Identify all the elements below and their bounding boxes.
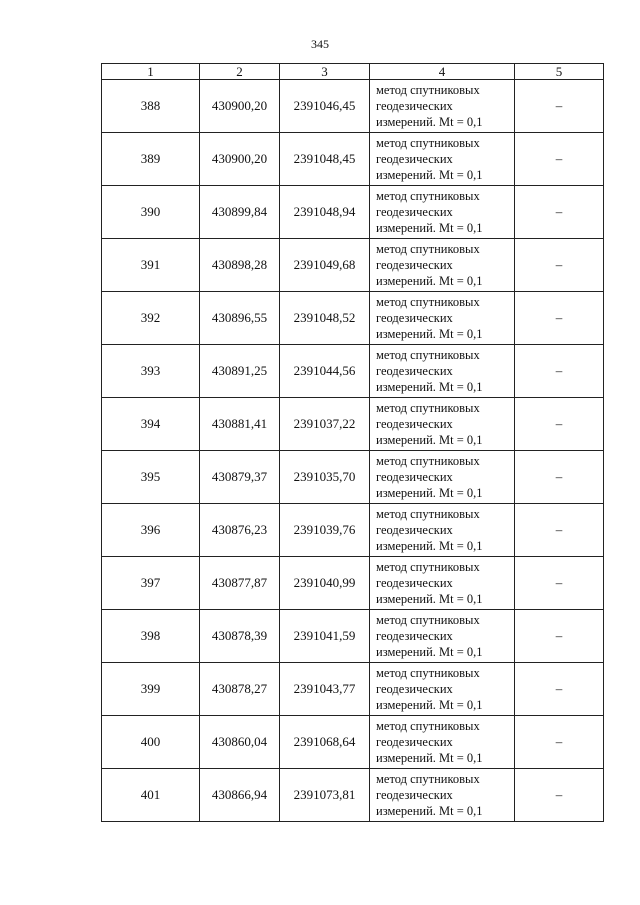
page-number: 345 — [311, 37, 329, 51]
table-row — [102, 186, 604, 239]
method-line: измерений. Mt = 0,1 — [376, 751, 483, 765]
x-coordinate-cell: 430900,20 — [200, 133, 280, 186]
column-5-cell — [515, 557, 604, 610]
point-number-cell: 396 — [102, 504, 200, 557]
dash-value: – — [555, 363, 563, 378]
y-coordinate-cell: 2391049,68 — [280, 239, 370, 292]
dash-value: – — [555, 522, 563, 537]
column-5-cell — [515, 133, 604, 186]
method-cell — [370, 239, 515, 292]
method-line: геодезических — [376, 576, 453, 590]
method-line: метод спутниковых — [376, 295, 480, 309]
column-5-cell — [515, 186, 604, 239]
method-line: метод спутниковых — [376, 401, 480, 415]
column-5-cell — [515, 610, 604, 663]
method-line: геодезических — [376, 523, 453, 537]
x-coordinate-cell: 430876,23 — [200, 504, 280, 557]
table-row — [102, 610, 604, 663]
y-coordinate-cell: 2391068,64 — [280, 716, 370, 769]
dash-value: – — [555, 681, 563, 696]
y-coordinate-cell: 2391043,77 — [280, 663, 370, 716]
x-coordinate-cell: 430898,28 — [200, 239, 280, 292]
method-line: геодезических — [376, 205, 453, 219]
column-5-cell — [515, 716, 604, 769]
method-line: геодезических — [376, 629, 453, 643]
method-line: измерений. Mt = 0,1 — [376, 221, 483, 235]
x-coordinate-cell: 430900,20 — [200, 80, 280, 133]
method-line: метод спутниковых — [376, 560, 480, 574]
method-line: метод спутниковых — [376, 613, 480, 627]
dash-value: – — [555, 98, 563, 113]
method-cell — [370, 133, 515, 186]
x-coordinate-cell: 430881,41 — [200, 398, 280, 451]
method-line: геодезических — [376, 311, 453, 325]
method-line: метод спутниковых — [376, 189, 480, 203]
coordinates-table — [101, 63, 604, 822]
method-line: метод спутниковых — [376, 719, 480, 733]
method-line: геодезических — [376, 788, 453, 802]
column-5-cell — [515, 239, 604, 292]
method-line: метод спутниковых — [376, 507, 480, 521]
column-5-cell — [515, 504, 604, 557]
table-row — [102, 451, 604, 504]
y-coordinate-cell: 2391044,56 — [280, 345, 370, 398]
y-coordinate-cell: 2391040,99 — [280, 557, 370, 610]
method-cell — [370, 769, 515, 822]
column-5-cell — [515, 663, 604, 716]
method-line: измерений. Mt = 0,1 — [376, 168, 483, 182]
column-header: 5 — [515, 64, 604, 80]
y-coordinate-cell: 2391073,81 — [280, 769, 370, 822]
method-cell — [370, 504, 515, 557]
method-cell — [370, 398, 515, 451]
dash-value: – — [555, 787, 563, 802]
table-row — [102, 398, 604, 451]
method-line: геодезических — [376, 99, 453, 113]
table-row — [102, 345, 604, 398]
column-header: 1 — [102, 64, 200, 80]
x-coordinate-cell: 430878,39 — [200, 610, 280, 663]
point-number-cell: 393 — [102, 345, 200, 398]
dash-value: – — [555, 628, 563, 643]
y-coordinate-cell: 2391046,45 — [280, 80, 370, 133]
point-number-cell: 390 — [102, 186, 200, 239]
dash-value: – — [555, 204, 563, 219]
column-5-cell — [515, 769, 604, 822]
method-line: геодезических — [376, 682, 453, 696]
column-header: 2 — [200, 64, 280, 80]
method-cell — [370, 451, 515, 504]
column-5-cell — [515, 451, 604, 504]
dash-value: – — [555, 416, 563, 431]
method-line: геодезических — [376, 152, 453, 166]
method-cell — [370, 292, 515, 345]
method-cell — [370, 663, 515, 716]
y-coordinate-cell: 2391048,52 — [280, 292, 370, 345]
point-number-cell: 395 — [102, 451, 200, 504]
column-5-cell — [515, 345, 604, 398]
y-coordinate-cell: 2391039,76 — [280, 504, 370, 557]
method-cell — [370, 345, 515, 398]
method-line: измерений. Mt = 0,1 — [376, 327, 483, 341]
method-line: измерений. Mt = 0,1 — [376, 486, 483, 500]
method-line: геодезических — [376, 258, 453, 272]
method-line: измерений. Mt = 0,1 — [376, 539, 483, 553]
method-cell — [370, 610, 515, 663]
column-5-cell — [515, 292, 604, 345]
x-coordinate-cell: 430879,37 — [200, 451, 280, 504]
y-coordinate-cell: 2391048,45 — [280, 133, 370, 186]
table-row — [102, 663, 604, 716]
point-number-cell: 397 — [102, 557, 200, 610]
point-number-cell: 394 — [102, 398, 200, 451]
point-number-cell: 399 — [102, 663, 200, 716]
method-line: измерений. Mt = 0,1 — [376, 274, 483, 288]
y-coordinate-cell: 2391037,22 — [280, 398, 370, 451]
table-row — [102, 133, 604, 186]
method-line: измерений. Mt = 0,1 — [376, 804, 483, 818]
y-coordinate-cell: 2391035,70 — [280, 451, 370, 504]
dash-value: – — [555, 151, 563, 166]
method-cell — [370, 557, 515, 610]
column-header: 3 — [280, 64, 370, 80]
dash-value: – — [555, 575, 563, 590]
table-row — [102, 239, 604, 292]
dash-value: – — [555, 734, 563, 749]
table-row — [102, 557, 604, 610]
method-line: измерений. Mt = 0,1 — [376, 645, 483, 659]
method-line: метод спутниковых — [376, 83, 480, 97]
x-coordinate-cell: 430896,55 — [200, 292, 280, 345]
table-row — [102, 716, 604, 769]
table-header-row — [102, 64, 604, 80]
x-coordinate-cell: 430877,87 — [200, 557, 280, 610]
table-row — [102, 80, 604, 133]
method-line: измерений. Mt = 0,1 — [376, 115, 483, 129]
dash-value: – — [555, 310, 563, 325]
method-line: измерений. Mt = 0,1 — [376, 433, 483, 447]
y-coordinate-cell: 2391041,59 — [280, 610, 370, 663]
method-line: геодезических — [376, 417, 453, 431]
x-coordinate-cell: 430866,94 — [200, 769, 280, 822]
method-line: метод спутниковых — [376, 348, 480, 362]
table-body — [102, 80, 604, 822]
method-cell — [370, 186, 515, 239]
point-number-cell: 389 — [102, 133, 200, 186]
point-number-cell: 388 — [102, 80, 200, 133]
point-number-cell: 401 — [102, 769, 200, 822]
column-5-cell — [515, 398, 604, 451]
method-line: измерений. Mt = 0,1 — [376, 698, 483, 712]
column-5-cell — [515, 80, 604, 133]
method-line: измерений. Mt = 0,1 — [376, 592, 483, 606]
table-row — [102, 769, 604, 822]
point-number-cell: 398 — [102, 610, 200, 663]
method-line: метод спутниковых — [376, 772, 480, 786]
x-coordinate-cell: 430878,27 — [200, 663, 280, 716]
y-coordinate-cell: 2391048,94 — [280, 186, 370, 239]
x-coordinate-cell: 430891,25 — [200, 345, 280, 398]
table-row — [102, 292, 604, 345]
point-number-cell: 391 — [102, 239, 200, 292]
method-cell — [370, 716, 515, 769]
column-header: 4 — [370, 64, 515, 80]
method-cell — [370, 80, 515, 133]
method-line: геодезических — [376, 735, 453, 749]
method-line: метод спутниковых — [376, 242, 480, 256]
table-row — [102, 504, 604, 557]
point-number-cell: 392 — [102, 292, 200, 345]
method-line: геодезических — [376, 364, 453, 378]
x-coordinate-cell: 430860,04 — [200, 716, 280, 769]
method-line: метод спутниковых — [376, 454, 480, 468]
method-line: метод спутниковых — [376, 666, 480, 680]
dash-value: – — [555, 257, 563, 272]
method-line: геодезических — [376, 470, 453, 484]
method-line: измерений. Mt = 0,1 — [376, 380, 483, 394]
point-number-cell: 400 — [102, 716, 200, 769]
method-line: метод спутниковых — [376, 136, 480, 150]
x-coordinate-cell: 430899,84 — [200, 186, 280, 239]
dash-value: – — [555, 469, 563, 484]
